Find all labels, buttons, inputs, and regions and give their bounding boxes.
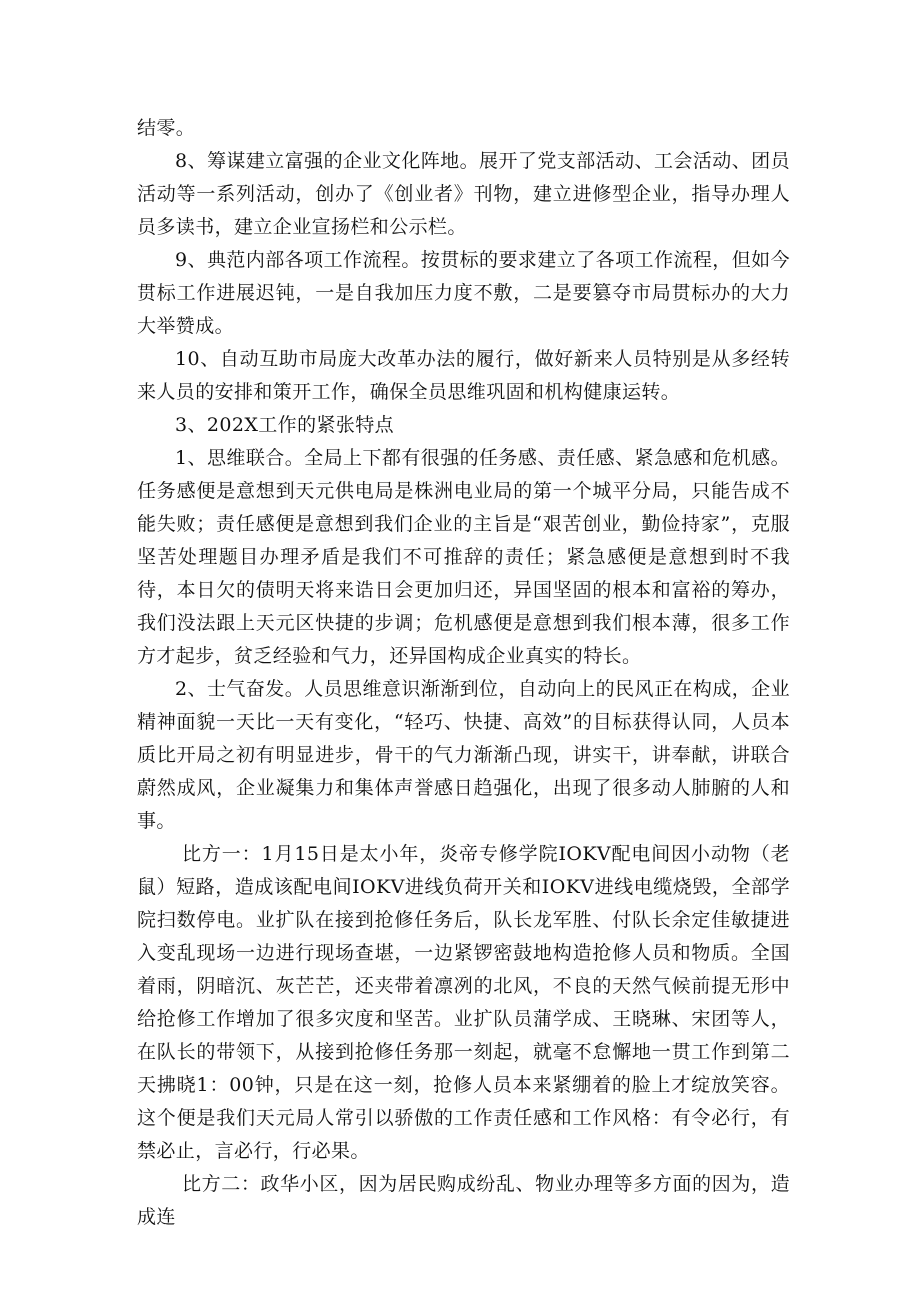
document-body: [137, 112, 790, 1234]
paragraph-point-2: 2、士气奋发。人员思维意识渐渐到位，自动向上的民风正在构成，企业精神面貌一天比一天有变化，“轻巧、快捷、高效”的目标获得认同，人员本质比开局之初有明显进步，骨干的气力渐渐凸现，讲实干，讲奉献，讲联合蔚然成风，企业凝集力和集体声誉感日趋强化，出现了很多动人肺腑的人和事。: [137, 678, 790, 832]
paragraph-item-10: 10、自动互助市局庞大改革办法的履行，做好新来人员特别是从多经转来人员的安排和策开工作，确保全员思维巩固和机构健康运转。: [137, 348, 790, 403]
paragraph-item-9: 9、典范内部各项工作流程。按贯标的要求建立了各项工作流程，但如今贯标工作进展迟钝，一是自我加压力度不敷，二是要篡夺市局贯标办的大力大举赞成。: [137, 249, 790, 337]
paragraph-item-8: 8、筹谋建立富强的企业文化阵地。展开了党支部活动、工会活动、团员活动等一系列活动，创办了《创业者》刊物，建立进修型企业，指导办理人员多读书，建立企业宣扬栏和公示栏。: [137, 150, 790, 238]
section-heading: 3、202X工作的紧张特点: [175, 414, 395, 436]
paragraph-example-1: 比方一：1月15日是太小年，炎帝专修学院IOKV配电间因小动物（老鼠）短路，造成该配电间IOKV进线负荷开关和IOKV进线电缆烧毁，全部学院扫数停电。业扩队在接到抢修任务后，队长龙军胜、付队长余定佳敏捷进入变乱现场一边进行现场查堪，一边紧锣密鼓地构造抢修人员和物质。全国着雨，阴暗沉、灰芒芒，还夹带着凛冽的北风，不良的天然气候前提无形中给抢修工作增加了很多灾度和坚苦。业扩队员蒲学成、王晓琳、宋团等人，在队长的带领下，从接到抢修任务那一刻起，就毫不怠懈地一贯工作到第二天拂晓1：00钟，只是在这一刻，抢修人员本来紧绷着的脸上才绽放笑容。这个便是我们天元局人常引以骄傲的工作责任感和工作风格：有令必行，有禁必止，言必行，行必果。: [137, 843, 790, 1162]
paragraph-continuation: 结零。: [137, 117, 196, 139]
paragraph-point-1: 1、思维联合。全局上下都有很强的任务感、责任感、紧急感和危机感。任务感便是意想到天元供电局是株洲电业局的第一个城平分局，只能告成不能失败；责任感便是意想到我们企业的主旨是“艰苦创业，勤俭持家”，克服坚苦处理题目办理矛盾是我们不可推辞的责任；紧急感便是意想到时不我待，本日欠的债明天将来诰日会更加归还，异国坚固的根本和富裕的筹办，我们没法跟上天元区快捷的步调；危机感便是意想到我们根本薄，很多工作方才起步，贫乏经验和气力，还异国构成企业真实的特长。: [137, 447, 790, 667]
paragraph-example-2: 比方二：政华小区，因为居民购成纷乱、物业办理等多方面的因为，造成连: [137, 1173, 790, 1228]
